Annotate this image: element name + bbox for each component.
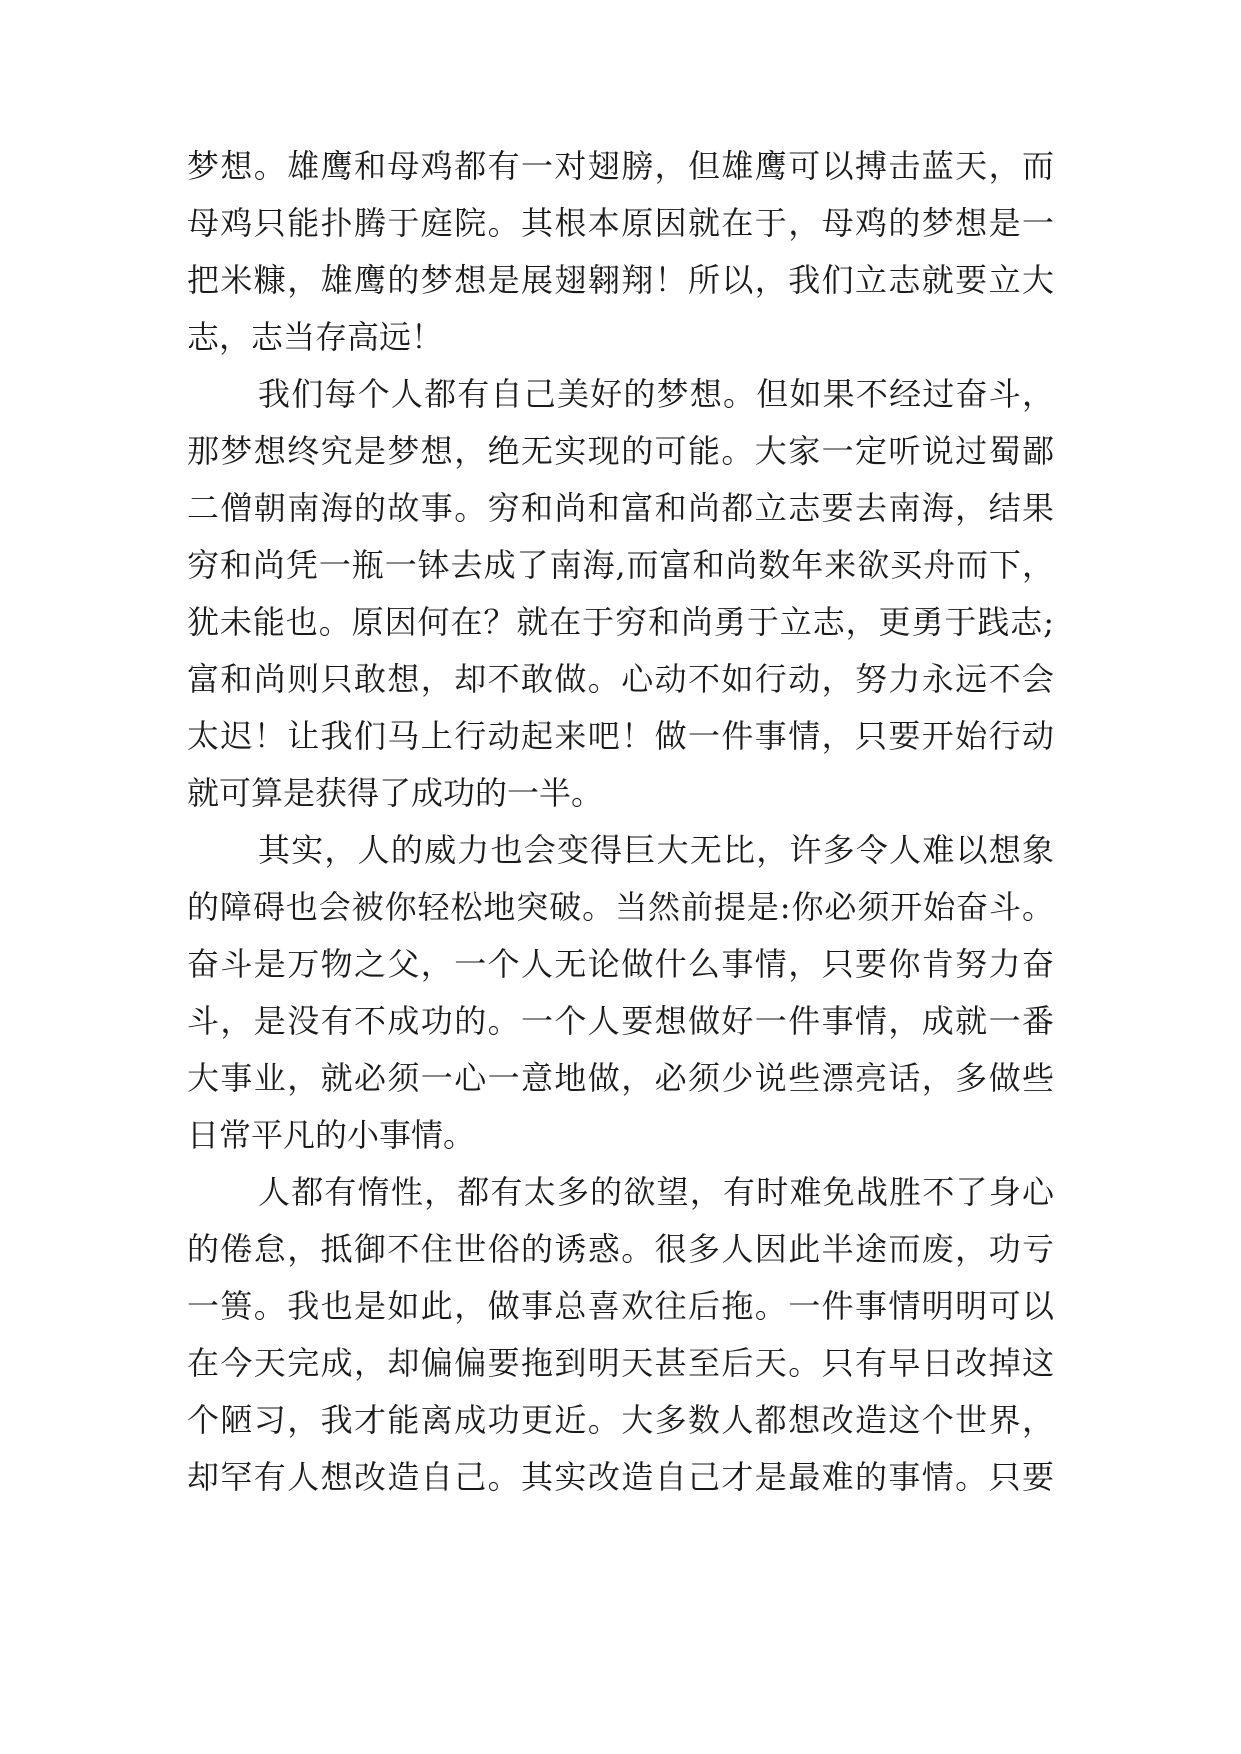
text-line: 日常平凡的小事情。 (187, 1116, 476, 1154)
text-line: 一篑。我也是如此，做事总喜欢往后拖。一件事情明明可以 (187, 1287, 1054, 1325)
text-line: 富和尚则只敢想，却不敢做。心动不如行动，努力永远不会 (187, 660, 1054, 698)
text-line: 那梦想终究是梦想，绝无实现的可能。大家一定听说过蜀鄙 (187, 432, 1054, 470)
text-line: 的障碍也会被你轻松地突破。当然前提是:你必须开始奋斗。 (187, 888, 1054, 926)
text-line: 母鸡只能扑腾于庭院。其根本原因就在于，母鸡的梦想是一 (187, 204, 1054, 242)
text-line: 犹未能也。原因何在？就在于穷和尚勇于立志，更勇于践志; (187, 603, 1054, 641)
paragraph-first-line: 我们每个人都有自己美好的梦想。但如果不经过奋斗， (258, 375, 1054, 413)
text-line: 的倦怠，抵御不住世俗的诱惑。很多人因此半途而废，功亏 (187, 1230, 1054, 1268)
text-line: 志，志当存高远！ (187, 318, 444, 356)
text-line: 把米糠，雄鹰的梦想是展翅翱翔！所以，我们立志就要立大 (187, 261, 1054, 299)
paragraph-first-line: 其实，人的威力也会变得巨大无比，许多令人难以想象 (258, 831, 1054, 869)
text-line: 却罕有人想改造自己。其实改造自己才是最难的事情。只要 (187, 1458, 1054, 1496)
text-line: 太迟！让我们马上行动起来吧！做一件事情，只要开始行动 (187, 717, 1054, 755)
text-line: 奋斗是万物之父，一个人无论做什么事情，只要你肯努力奋 (187, 945, 1054, 983)
text-line: 大事业，就必须一心一意地做，必须少说些漂亮话，多做些 (187, 1059, 1054, 1097)
text-line: 就可算是获得了成功的一半。 (187, 774, 604, 812)
text-line: 二僧朝南海的故事。穷和尚和富和尚都立志要去南海，结果 (187, 489, 1054, 527)
text-line: 穷和尚凭一瓶一钵去成了南海,而富和尚数年来欲买舟而下， (187, 546, 1054, 584)
text-line: 在今天完成，却偏偏要拖到明天甚至后天。只有早日改掉这 (187, 1344, 1054, 1382)
paragraph-first-line: 人都有惰性，都有太多的欲望，有时难免战胜不了身心 (258, 1173, 1054, 1211)
text-line: 个陋习，我才能离成功更近。大多数人都想改造这个世界， (187, 1401, 1054, 1439)
text-line: 斗，是没有不成功的。一个人要想做好一件事情，成就一番 (187, 1002, 1054, 1040)
text-line: 梦想。雄鹰和母鸡都有一对翅膀，但雄鹰可以搏击蓝天，而 (187, 147, 1054, 185)
